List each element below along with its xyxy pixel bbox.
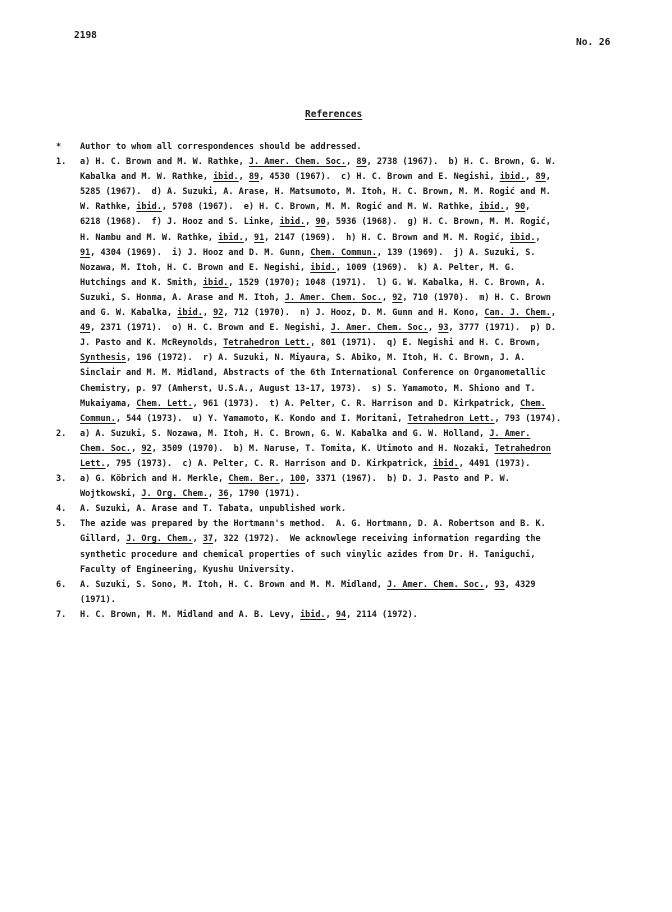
citation-text: , 4304 (1969). i) J. Hooz and D. M. Gunn, bbox=[90, 247, 311, 258]
citation-text: , 2371 (1971). o) H. C. Brown and E. Negishi, bbox=[90, 323, 331, 334]
citation-underlined: 93 bbox=[438, 323, 449, 334]
citation-text: H. C. Brown, M. M. Midland and A. B. Levy, bbox=[80, 609, 301, 620]
citation-text: Faculty of Engineering, Kyushu University. bbox=[80, 564, 295, 575]
reference-line bbox=[80, 276, 616, 291]
reference-line bbox=[80, 382, 616, 397]
citation-underlined: J. Amer. Chem. Soc. bbox=[387, 579, 485, 590]
reference-line bbox=[80, 306, 616, 321]
citation-text: , bbox=[202, 308, 214, 319]
citation-text: , 793 (1974). bbox=[494, 413, 562, 424]
citation-text: , 3371 (1967). b) D. J. Pasto and P. W. bbox=[305, 474, 510, 485]
reference-line bbox=[80, 412, 616, 427]
reference-line bbox=[80, 427, 616, 442]
citation-underlined: Tetrahedron Lett. bbox=[223, 338, 311, 349]
citation-underlined: Synthesis bbox=[80, 353, 127, 364]
citation-text: Chemistry, p. 97 (Amherst, U.S.A., August 13-17, 1973). s) S. Yamamoto, M. Shiono and T. bbox=[80, 383, 536, 394]
citation-text: , 3777 (1971). p) D. bbox=[448, 323, 556, 334]
citation-underlined: J. Org. Chem. bbox=[126, 534, 193, 545]
citation-text: synthetic procedure and chemical properties of such vinylic azides from Dr. H. Taniguchi, bbox=[80, 549, 536, 560]
citation-text: , 710 (1970). m) H. C. Brown bbox=[402, 292, 551, 303]
citation-text: , 3509 (1970). b) M. Naruse, T. Tomita, K. Utimoto and H. Nozaki, bbox=[151, 443, 495, 454]
reference-line bbox=[80, 336, 616, 351]
citation-underlined: ibid. bbox=[300, 609, 326, 620]
reference-line bbox=[80, 578, 616, 593]
citation-underlined: ibid. bbox=[136, 202, 162, 213]
citation-underlined: Commun. bbox=[80, 413, 116, 424]
citation-underlined: J. Amer. bbox=[489, 428, 531, 439]
citation-text: , bbox=[279, 474, 290, 485]
citation-text: , bbox=[305, 217, 316, 228]
citation-text: , 1529 (1970); 1048 (1971). l) G. W. Kabalka, H. C. Brown, A. bbox=[228, 277, 546, 288]
citation-text: , bbox=[381, 292, 393, 303]
citation-text: a) H. C. Brown and M. W. Rathke, bbox=[80, 157, 249, 168]
citation-text: Hutchings and K. Smith, bbox=[80, 277, 203, 288]
citation-text: A. Suzuki, A. Arase and T. Tabata, unpublished work. bbox=[80, 504, 347, 515]
citation-text: 5285 (1967). d) A. Suzuki, A. Arase, H. Matsumoto, M. Itoh, H. C. Brown, M. M. Rogić and M. bbox=[80, 187, 551, 198]
reference-line bbox=[80, 185, 616, 200]
reference-line bbox=[80, 517, 616, 532]
citation-underlined: ibid. bbox=[433, 458, 459, 469]
citation-underlined: 92 bbox=[141, 443, 152, 454]
citation-text: , 4491 (1973). bbox=[458, 458, 531, 469]
citation-underlined: ibid. bbox=[202, 277, 229, 288]
citation-text: , 5936 (1968). g) H. C. Brown, M. M. Rogić, bbox=[325, 217, 551, 228]
reference-text bbox=[80, 427, 616, 472]
reference-line bbox=[80, 397, 616, 412]
reference-number: 4. bbox=[56, 504, 67, 515]
citation-text: , bbox=[346, 157, 357, 168]
citation-underlined: ibid. bbox=[509, 232, 536, 243]
citation-underlined: 90 bbox=[515, 202, 526, 213]
citation-text: , bbox=[428, 323, 439, 334]
reference-line bbox=[80, 548, 616, 563]
reference-line bbox=[80, 457, 616, 472]
citation-underlined: J. Amer. Chem. Soc. bbox=[284, 292, 382, 303]
citation-text: , bbox=[131, 443, 142, 454]
citation-text: J. Pasto and K. McReynolds, bbox=[80, 338, 224, 349]
citation-underlined: 37 bbox=[202, 534, 214, 545]
citation-underlined: 90 bbox=[315, 217, 326, 228]
citation-underlined: ibid. bbox=[479, 202, 505, 213]
citation-text: , bbox=[325, 609, 336, 620]
citation-text: , 4329 bbox=[504, 579, 536, 590]
reference-line bbox=[80, 593, 616, 608]
citation-underlined: ibid. bbox=[279, 217, 306, 228]
reference-text bbox=[80, 608, 616, 623]
citation-underlined: J. Org. Chem. bbox=[141, 489, 208, 500]
citation-underlined: ibid. bbox=[213, 172, 239, 183]
citation-underlined: 93 bbox=[494, 579, 505, 590]
reference-number: 3. bbox=[56, 474, 67, 485]
citation-underlined: J. Amer. Chem. Soc. bbox=[330, 323, 429, 334]
citation-underlined: 89 bbox=[248, 172, 260, 183]
reference-line bbox=[80, 608, 616, 623]
citation-underlined: 94 bbox=[335, 609, 347, 620]
citation-underlined: Chem. Ber. bbox=[228, 474, 280, 485]
citation-text: , 961 (1973). t) A. Pelter, C. R. Harrison and D. Kirkpatrick, bbox=[192, 398, 521, 409]
reference-number: 6. bbox=[56, 579, 67, 590]
reference-line bbox=[80, 366, 616, 381]
citation-underlined: Chem. bbox=[520, 398, 546, 409]
citation-underlined: 36 bbox=[218, 489, 229, 500]
reference-number: * bbox=[56, 142, 62, 152]
references-heading: References bbox=[305, 109, 363, 120]
citation-text: A. Suzuki, S. Sono, M. Itoh, H. C. Brown and M. M. Midland, bbox=[80, 579, 388, 590]
citation-underlined: Lett. bbox=[80, 458, 106, 469]
reference-text bbox=[80, 517, 616, 577]
citation-text: , 544 (1973). u) Y. Yamamoto, K. Kondo and I. Moritani, bbox=[115, 413, 408, 424]
reference-item bbox=[56, 517, 616, 577]
citation-text: , bbox=[535, 232, 541, 243]
citation-text: , 139 (1969). j) A. Suzuki, S. bbox=[376, 247, 536, 258]
citation-text: , 712 (1970). n) J. Hooz, D. M. Gunn and H. Kono, bbox=[223, 308, 485, 319]
reference-line bbox=[80, 532, 616, 547]
citation-underlined: Can. J. Chem. bbox=[484, 308, 551, 319]
citation-text: 6218 (1968). f) J. Hooz and S. Linke, bbox=[80, 217, 280, 228]
reference-item bbox=[56, 472, 616, 502]
reference-line bbox=[80, 140, 616, 155]
reference-line bbox=[80, 351, 616, 366]
citation-text: , 1009 (1969). k) A. Pelter, M. G. bbox=[335, 262, 516, 273]
issue-number: No. 26 bbox=[576, 37, 611, 48]
citation-text: , bbox=[238, 172, 249, 183]
citation-underlined: 89 bbox=[535, 172, 546, 183]
citation-text: , bbox=[243, 232, 255, 243]
reference-line bbox=[80, 502, 616, 517]
citation-text: a) A. Suzuki, S. Nozawa, M. Itoh, H. C. Brown, G. W. Kabalka and G. W. Holland, bbox=[80, 428, 490, 439]
reference-number: 2. bbox=[56, 428, 67, 439]
reference-item bbox=[56, 502, 616, 517]
citation-text: Kabalka and M. W. Rathke, bbox=[80, 172, 214, 183]
citation-text: , bbox=[484, 579, 495, 590]
reference-item bbox=[56, 155, 616, 427]
reference-line bbox=[80, 246, 616, 261]
citation-text: Author to whom all correspondences should be addressed. bbox=[80, 142, 362, 152]
citation-text: Gillard, bbox=[80, 534, 127, 545]
citation-text: , bbox=[207, 489, 219, 500]
citation-underlined: ibid. bbox=[177, 308, 203, 319]
reference-item bbox=[56, 427, 616, 472]
citation-text: , 801 (1971). q) E. Negishi and H. C. Brown, bbox=[310, 338, 541, 349]
citation-text: , bbox=[504, 202, 516, 213]
reference-line bbox=[80, 487, 616, 502]
citation-text: Suzuki, S. Honma, A. Arase and M. Itoh, bbox=[80, 292, 285, 303]
reference-number: 1. bbox=[56, 157, 67, 168]
citation-text: Mukaiyama, bbox=[80, 398, 137, 409]
citation-text: , 2147 (1969). h) H. C. Brown and M. M. Rogić, bbox=[264, 232, 510, 243]
reference-list bbox=[56, 140, 616, 623]
citation-underlined: Tetrahedron Lett. bbox=[407, 413, 495, 424]
citation-underlined: 100 bbox=[289, 474, 306, 485]
citation-text: and G. W. Kabalka, bbox=[80, 308, 178, 319]
citation-text: , 2738 (1967). b) H. C. Brown, G. W. bbox=[366, 157, 556, 168]
citation-underlined: J. Amer. Chem. Soc. bbox=[248, 157, 347, 168]
citation-underlined: 92 bbox=[213, 308, 224, 319]
page-number: 2198 bbox=[74, 30, 97, 41]
citation-text: W. Rathke, bbox=[80, 202, 137, 213]
reference-item bbox=[56, 140, 616, 155]
reference-line bbox=[80, 170, 616, 185]
citation-text: The azide was prepared by the Hortmann's method. A. G. Hortmann, D. A. Robertson and B. K. bbox=[80, 519, 546, 530]
reference-line bbox=[80, 231, 616, 246]
reference-number: 7. bbox=[56, 609, 67, 620]
citation-text: , 4530 (1967). c) H. C. Brown and E. Negishi, bbox=[259, 172, 500, 183]
citation-text: (1971). bbox=[80, 594, 116, 605]
reference-number: 5. bbox=[56, 519, 67, 530]
citation-text: , 795 (1973). c) A. Pelter, C. R. Harrison and D. Kirkpatrick, bbox=[105, 458, 434, 469]
reference-line bbox=[80, 215, 616, 230]
reference-line bbox=[80, 155, 616, 170]
citation-underlined: ibid. bbox=[218, 232, 244, 243]
reference-text bbox=[80, 155, 616, 427]
citation-underlined: ibid. bbox=[499, 172, 526, 183]
reference-text bbox=[80, 502, 616, 517]
reference-line bbox=[80, 472, 616, 487]
citation-text: , bbox=[550, 308, 556, 319]
reference-line bbox=[80, 291, 616, 306]
citation-text: , bbox=[525, 172, 536, 183]
citation-text: , bbox=[525, 202, 531, 213]
citation-text: Nozawa, M. Itoh, H. C. Brown and E. Negishi, bbox=[80, 262, 311, 273]
citation-underlined: ibid. bbox=[310, 262, 336, 273]
citation-underlined: 92 bbox=[392, 292, 403, 303]
reference-line bbox=[80, 442, 616, 457]
citation-underlined: 49 bbox=[80, 323, 91, 334]
citation-underlined: 91 bbox=[254, 232, 265, 243]
reference-text bbox=[80, 578, 616, 608]
reference-item bbox=[56, 608, 616, 623]
reference-line bbox=[80, 261, 616, 276]
reference-item bbox=[56, 578, 616, 608]
citation-underlined: Tetrahedron bbox=[494, 443, 551, 454]
reference-line bbox=[80, 321, 616, 336]
citation-text: Wojtkowski, bbox=[80, 489, 142, 500]
citation-underlined: Chem. Lett. bbox=[136, 398, 193, 409]
citation-underlined: Chem. Soc. bbox=[80, 443, 132, 454]
citation-underlined: 89 bbox=[356, 157, 367, 168]
citation-text: , 5708 (1967). e) H. C. Brown, M. M. Rogić and M. W. Rathke, bbox=[161, 202, 480, 213]
citation-text: Sinclair and M. M. Midland, Abstracts of the 6th International Conference on Organometallic bbox=[80, 368, 546, 379]
citation-text: , 322 (1972). We acknowlege receiving information regarding the bbox=[213, 534, 541, 545]
citation-text: a) G. Köbrich and H. Merkle, bbox=[80, 474, 229, 485]
reference-text bbox=[80, 140, 616, 155]
reference-line bbox=[80, 200, 616, 215]
reference-line bbox=[80, 563, 616, 578]
citation-text: H. Nambu and M. W. Rathke, bbox=[80, 232, 219, 243]
citation-underlined: Chem. Commun. bbox=[310, 247, 377, 258]
citation-text: , bbox=[192, 534, 203, 545]
citation-text: , 1790 (1971). bbox=[228, 489, 301, 500]
reference-text bbox=[80, 472, 616, 502]
citation-text: , bbox=[545, 172, 551, 183]
citation-text: , 2114 (1972). bbox=[346, 609, 418, 620]
citation-underlined: 91 bbox=[80, 247, 91, 258]
citation-text: , 196 (1972). r) A. Suzuki, N. Miyaura, S. Abiko, M. Itoh, H. C. Brown, J. A. bbox=[126, 353, 526, 364]
